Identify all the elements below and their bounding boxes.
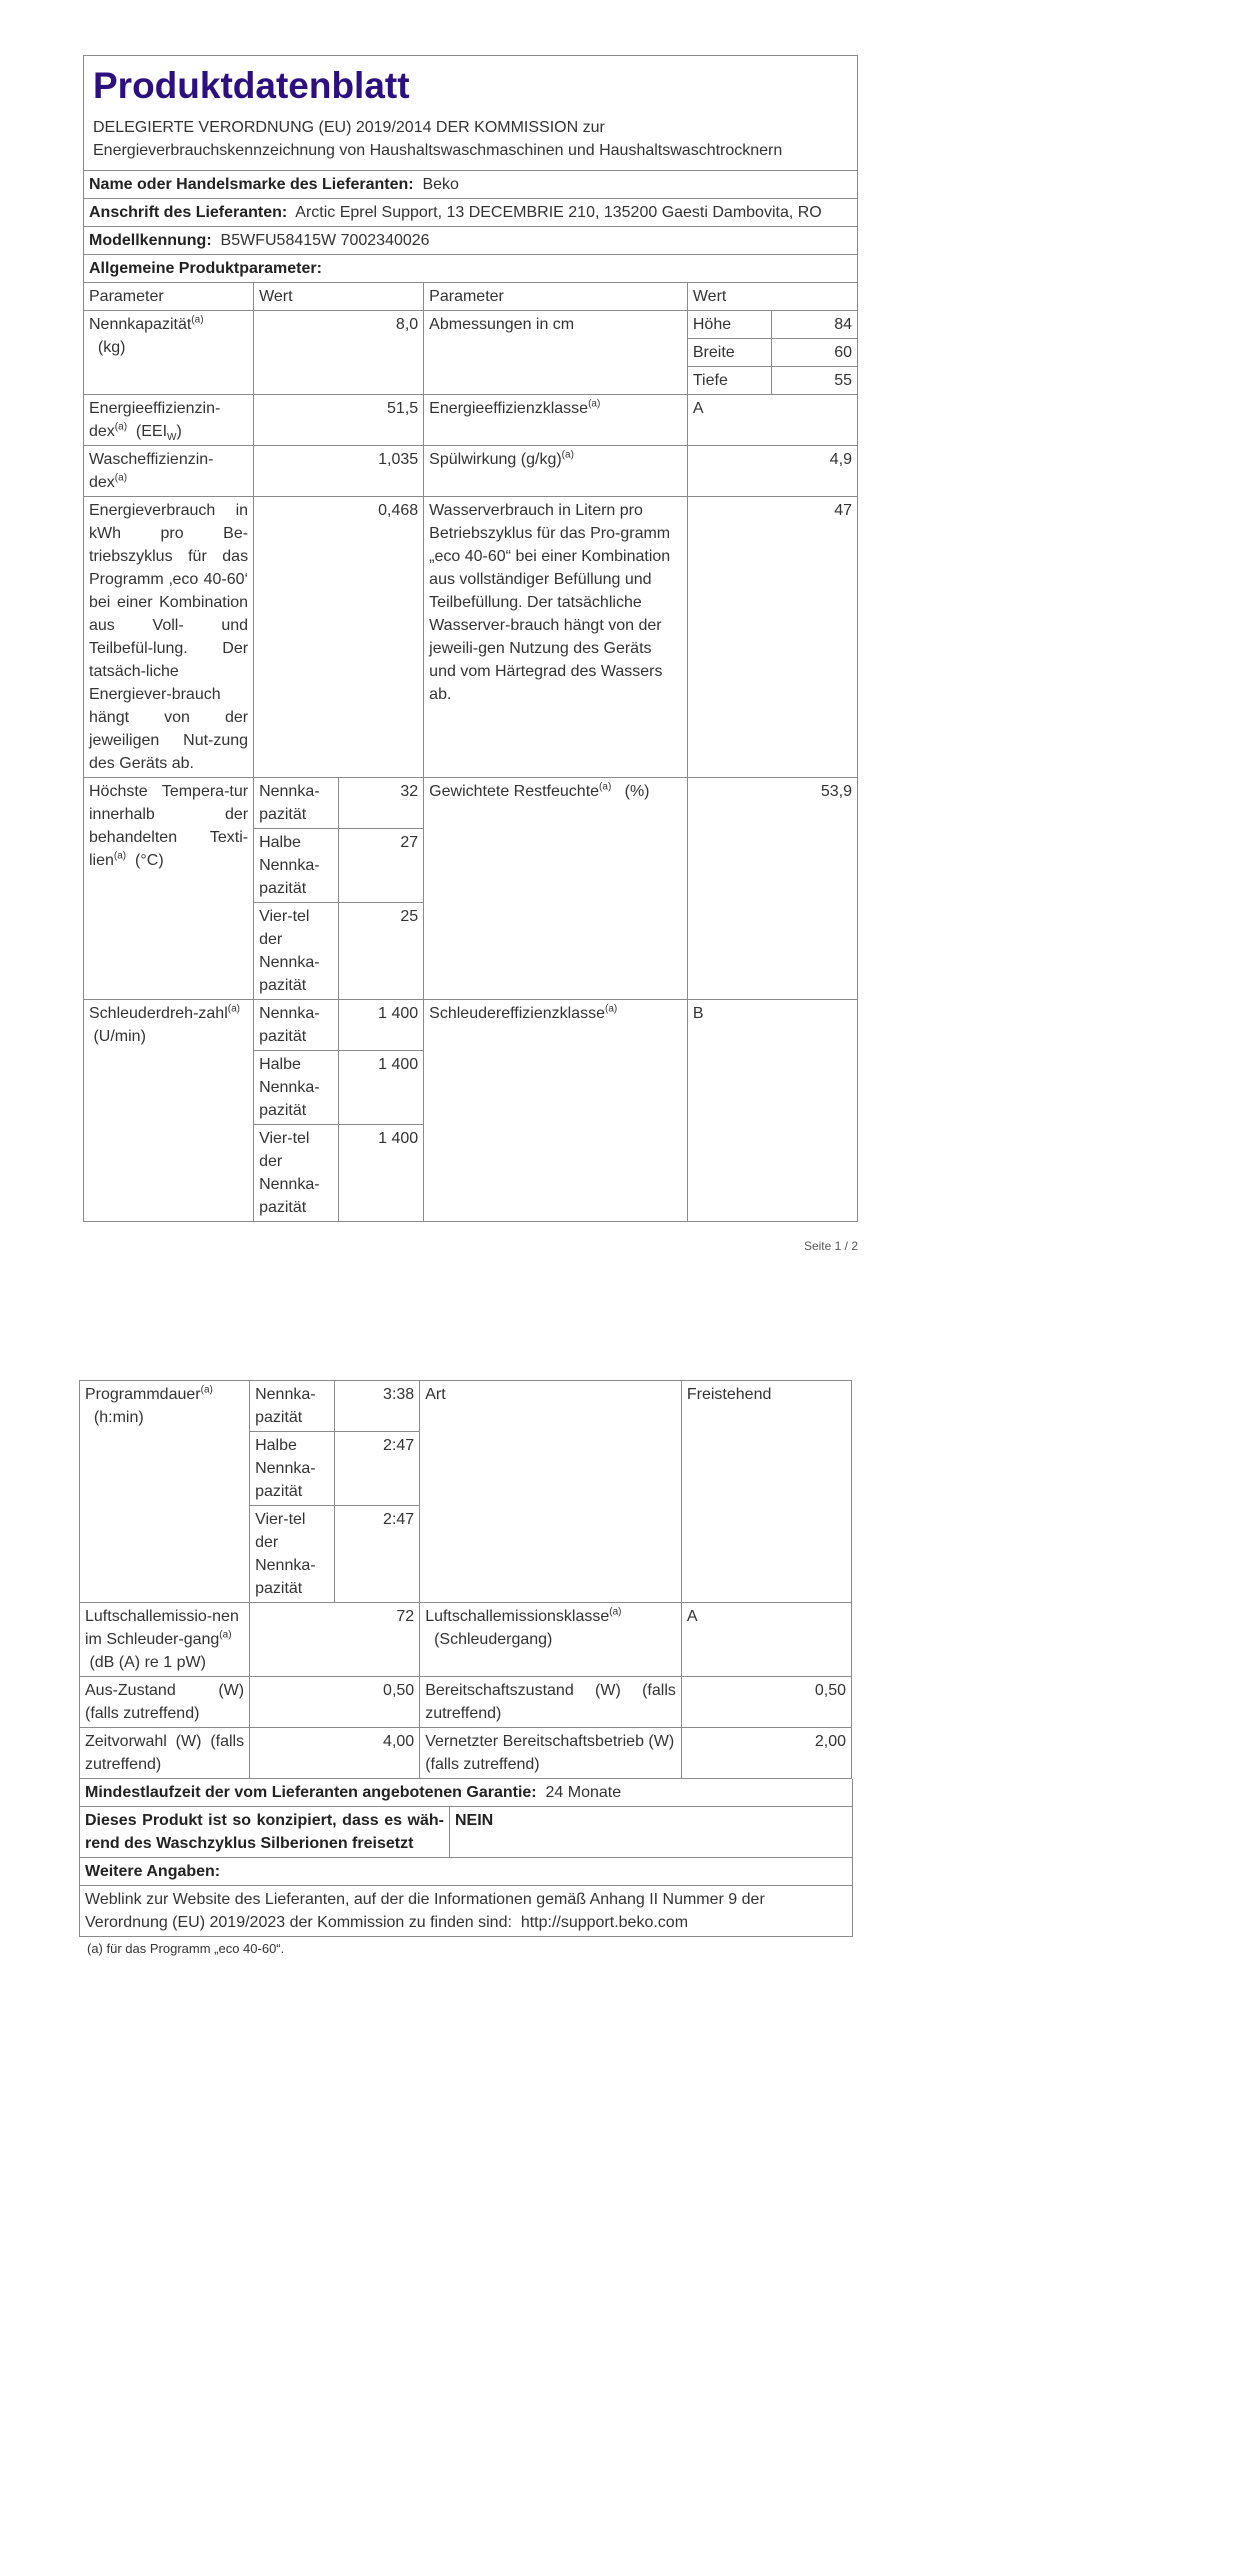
wash-index-label: Wascheffizienzin-dex (89, 451, 214, 491)
spin-half-value: 1 400 (338, 1051, 424, 1125)
duration-label-cell (80, 1381, 250, 1603)
capacity-unit: (kg) (97, 339, 126, 356)
footnote-marker: (a) (604, 1003, 618, 1015)
parameter-table-continued (79, 1380, 852, 1779)
spin-load-half: Halbe Nennka-pazität (254, 1051, 339, 1125)
noise-value: 72 (250, 1603, 420, 1677)
col-header-parameter: Parameter (84, 283, 254, 311)
footnote-marker: (a) (191, 314, 204, 326)
max-temp-label-cell (84, 778, 254, 1000)
delay-start-value: 4,00 (250, 1728, 420, 1779)
temp-quarter-value: 25 (338, 903, 424, 1000)
spin-class-label: Schleudereffizienzklasse (429, 1005, 605, 1022)
depth-label: Tiefe (687, 367, 772, 395)
noise-unit: (dB (A) re 1 pW) (89, 1654, 206, 1671)
delay-start-label: Zeitvorwahl (W) (falls zutreffend) (80, 1728, 250, 1779)
weblink-row (80, 1886, 853, 1937)
off-mode-label: Aus-Zustand (W) (falls zutreffend) (80, 1677, 250, 1728)
warranty-row (80, 1779, 853, 1807)
spin-class-value: B (687, 1000, 857, 1222)
further-info-label: Weitere Angaben: (80, 1858, 853, 1886)
eei-unit-close: ) (176, 423, 182, 440)
spin-label-cell (84, 1000, 254, 1222)
duration-label: Programmdauer (85, 1386, 201, 1403)
footnote-marker: (a) (219, 1629, 232, 1641)
parameter-table (83, 283, 858, 1222)
title-cell (84, 56, 858, 171)
eei-unit: (EEI (135, 423, 168, 440)
footnote: (a) für das Programm „eco 40-60“. (87, 1941, 285, 1956)
spin-label: Schleuderdreh-zahl (89, 1005, 228, 1022)
supplier-name-row (84, 171, 858, 199)
general-params-row (84, 255, 858, 283)
rinse-value: 4,9 (687, 446, 857, 497)
capacity-value: 8,0 (254, 311, 424, 395)
footnote-marker: (a) (227, 1003, 240, 1015)
rinse-label-cell (424, 446, 688, 497)
footnote-marker: (a) (599, 781, 612, 793)
networked-standby-value: 2,00 (681, 1728, 851, 1779)
model-value: B5WFU58415W 7002340026 (220, 232, 430, 249)
residual-unit: (%) (624, 783, 650, 800)
noise-class-unit: (Schleudergang) (434, 1631, 553, 1648)
eei-label: Energieeffizienzin-dex (89, 400, 221, 440)
residual-label: Gewichtete Restfeuchte (429, 783, 600, 800)
duration-load-full: Nennka-pazität (250, 1381, 335, 1432)
height-label: Höhe (687, 311, 772, 339)
weblink-text: Weblink zur Website des Lieferanten, auf der die Informationen gemäß Anhang II Nummer 9 der Verordnung (EU) 2019/2023 der Kommission zu finden sind: (85, 1891, 765, 1931)
networked-standby-label: Vernetzter Bereitschaftsbetrieb (W) (falls zutreffend) (420, 1728, 682, 1779)
page-title: Produktdatenblatt (93, 65, 410, 106)
footnote-marker: (a) (561, 449, 574, 461)
warranty-label: Mindestlaufzeit der vom Lieferanten angebotenen Garantie: (85, 1784, 537, 1801)
page-number: Seite 1 / 2 (803, 1239, 858, 1253)
noise-class-label: Luftschallemissionsklasse (425, 1608, 610, 1625)
energy-class-value: A (687, 395, 857, 446)
supplier-address-label: Anschrift des Lieferanten: (89, 204, 288, 221)
width-value: 60 (772, 339, 858, 367)
noise-class-value: A (681, 1603, 851, 1677)
duration-quarter-value: 2:47 (334, 1506, 420, 1603)
dimensions-label: Abmessungen in cm (424, 311, 688, 395)
col-header-parameter-2: Parameter (424, 283, 688, 311)
temp-load-full: Nennka-pazität (254, 778, 339, 829)
supplier-name-label: Name oder Handelsmarke des Lieferanten: (89, 176, 414, 193)
silver-ions-value: NEIN (450, 1807, 853, 1858)
supplier-address-value: Arctic Eprel Support, 13 DECEMBRIE 210, 135200 Gaesti Dambovita, RO (295, 204, 822, 221)
temp-half-value: 27 (338, 829, 424, 903)
rinse-label: Spülwirkung (g/kg) (429, 451, 562, 468)
supplier-address-row (84, 199, 858, 227)
type-value: Freistehend (681, 1381, 851, 1603)
datasheet-page-1 (83, 55, 858, 1253)
duration-load-half: Halbe Nennka-pazität (250, 1432, 335, 1506)
model-row (84, 227, 858, 255)
spin-class-label-cell (424, 1000, 688, 1222)
eei-unit-sub: W (167, 432, 177, 444)
col-header-value-2: Wert (687, 283, 857, 311)
silver-ions-label: Dieses Produkt ist so konzipiert, dass es wäh-rend des Waschzyklus Silberionen freisetzt (80, 1807, 450, 1858)
residual-label-cell (424, 778, 688, 1000)
footnote-marker: (a) (200, 1384, 213, 1396)
water-consumption-label: Wasserverbrauch in Litern pro Betriebszyklus für das Pro-gramm „eco 40-60“ bei einer Kombination aus vollständiger Befüllung und Teilbefüllung. Der tatsächliche Wasserver-brauch hängt von der jeweili-gen Nutzung des Geräts und vom Härtegrad des Wassers ab. (424, 497, 688, 778)
wash-index-value: 1,035 (254, 446, 424, 497)
duration-load-quarter: Vier-tel der Nennka-pazität (250, 1506, 335, 1603)
capacity-label-cell (84, 311, 254, 395)
footnote-marker: (a) (114, 421, 128, 433)
max-temp-unit: (°C) (135, 852, 164, 869)
footnote-marker: (a) (113, 850, 127, 862)
energy-class-label: Energieeffizienzklasse (429, 400, 589, 417)
width-label: Breite (687, 339, 772, 367)
depth-value: 55 (772, 367, 858, 395)
footnote-marker: (a) (609, 1606, 622, 1618)
water-consumption-value: 47 (687, 497, 857, 778)
residual-value: 53,9 (687, 778, 857, 1000)
noise-label-cell (80, 1603, 250, 1677)
temp-load-half: Halbe Nennka-pazität (254, 829, 339, 903)
eei-label-cell (84, 395, 254, 446)
energy-consumption-label: Energieverbrauch in kWh pro Be-triebszyklus für das Programm ‚eco 40-60‘ bei einer Kombination aus Voll- und Teilbefül-lung. Der tatsäch-liche Energiever-brauch hängt von der jeweiligen Nut-zung des Geräts ab. (84, 497, 254, 778)
weblink-url[interactable]: http://support.beko.com (520, 1914, 689, 1931)
noise-label: Luftschallemissio-nen im Schleuder-gang (85, 1608, 239, 1648)
duration-full-value: 3:38 (334, 1381, 420, 1432)
warranty-value: 24 Monate (545, 1784, 622, 1801)
duration-unit: (h:min) (93, 1409, 144, 1426)
datasheet-page-2 (79, 1380, 852, 1960)
standby-label: Bereitschaftszustand (W) (falls zutreffend) (420, 1677, 682, 1728)
col-header-value: Wert (254, 283, 424, 311)
capacity-label: Nennkapazität (89, 316, 192, 333)
spin-load-quarter: Vier-tel der Nennka-pazität (254, 1125, 339, 1222)
spin-unit: (U/min) (93, 1028, 146, 1045)
standby-value: 0,50 (681, 1677, 851, 1728)
wash-index-label-cell (84, 446, 254, 497)
footnote-marker: (a) (588, 398, 601, 410)
height-value: 84 (772, 311, 858, 339)
spin-full-value: 1 400 (338, 1000, 424, 1051)
eei-value: 51,5 (254, 395, 424, 446)
duration-half-value: 2:47 (334, 1432, 420, 1506)
temp-load-quarter: Vier-tel der Nennka-pazität (254, 903, 339, 1000)
spin-load-full: Nennka-pazität (254, 1000, 339, 1051)
footnote-marker: (a) (114, 472, 128, 484)
noise-class-label-cell (420, 1603, 682, 1677)
datasheet-header-table (83, 55, 858, 283)
general-params-label: Allgemeine Produktparameter: (89, 260, 322, 277)
regulation-subtitle: DELEGIERTE VERORDNUNG (EU) 2019/2014 DER KOMMISSION zur Energieverbrauchskennzeichnung von Haushaltswaschmaschinen und Haushaltswaschtrocknern (93, 119, 783, 159)
additional-info-table (79, 1779, 853, 1937)
type-label: Art (420, 1381, 682, 1603)
energy-class-label-cell (424, 395, 688, 446)
off-mode-value: 0,50 (250, 1677, 420, 1728)
temp-full-value: 32 (338, 778, 424, 829)
model-label: Modellkennung: (89, 232, 212, 249)
spin-quarter-value: 1 400 (338, 1125, 424, 1222)
supplier-name-value: Beko (422, 176, 459, 193)
max-temp-label: Höchste Tempera-tur innerhalb der behandelten Texti-lien (89, 783, 249, 869)
energy-consumption-value: 0,468 (254, 497, 424, 778)
